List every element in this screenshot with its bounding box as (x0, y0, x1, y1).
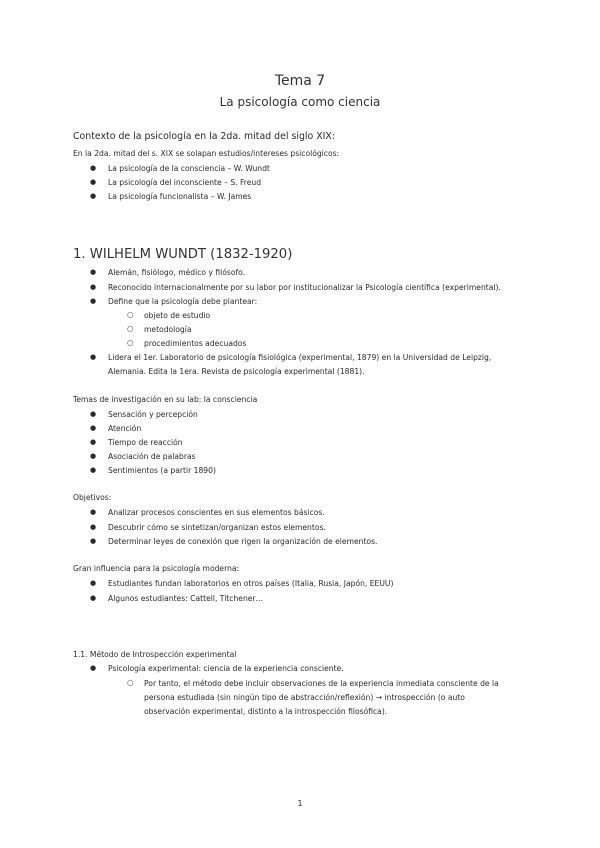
sub-list-item: metodología (144, 325, 192, 334)
bullet-icon: ● (90, 508, 97, 516)
bullet-icon: ● (90, 283, 97, 291)
list-item: Sensación y percepción (108, 410, 198, 419)
circle-bullet-icon: ○ (127, 324, 134, 333)
sub-list-item: objeto de estudio (144, 311, 211, 320)
objetivos-heading: Objetivos: (73, 493, 112, 502)
context-intro: En la 2da. mitad del s. XIX se solapan estudios/intereses psicológicos: (73, 149, 340, 158)
bullet-icon: ● (90, 178, 97, 186)
list-item: Algunos estudiantes: Cattell, Titchener… (108, 594, 264, 603)
list-item: Reconocido internacionalmente por su labor por institucionalizar la Psicología científica (experimental). (108, 283, 501, 292)
list-item: Tiempo de reacción (108, 438, 183, 447)
bullet-icon: ● (90, 579, 97, 587)
list-item: Atención (108, 424, 142, 433)
section-heading: 1. WILHELM WUNDT (1832-1920) (73, 247, 293, 262)
list-item-line: Lidera el 1er. Laboratorio de psicología fisiológica (experimental, 1879) en la Universidad de Leipzig, (108, 353, 492, 362)
list-item-line: Alemania. Edita la 1era. Revista de psicología experimental (1881). (108, 367, 365, 376)
page-number: 1 (297, 799, 303, 808)
influencia-heading: Gran influencia para la psicología moderna: (73, 564, 240, 573)
bullet-icon: ● (90, 466, 97, 474)
bullet-icon: ● (90, 424, 97, 432)
list-item: Psicología experimental: ciencia de la experiencia consciente. (108, 664, 344, 673)
sub-list-item-line: Por tanto, el método debe incluir observaciones de la experiencia inmediata consciente de la (144, 679, 499, 688)
circle-bullet-icon: ○ (127, 678, 134, 687)
temas-heading: Temas de investigación en su lab: la consciencia (73, 395, 258, 404)
bullet-icon: ● (90, 452, 97, 460)
list-item: Sentimientos (a partir 1890) (108, 466, 216, 475)
bullet-icon: ● (90, 410, 97, 418)
circle-bullet-icon: ○ (127, 310, 134, 319)
document-title: Tema 7 (274, 73, 326, 89)
sub-list-item-line: observación experimental, distinto a la introspección filosófica). (144, 707, 388, 716)
bullet-icon: ● (90, 164, 97, 172)
bullet-icon: ● (90, 297, 97, 305)
bullet-icon: ● (90, 192, 97, 200)
list-item: Analizar procesos conscientes en sus elementos básicos. (108, 508, 325, 517)
bullet-icon: ● (90, 537, 97, 545)
context-heading: Contexto de la psicología en la 2da. mitad del siglo XIX: (73, 131, 335, 142)
sub-list-item-line: persona estudiada (sin ningún tipo de abstracción/reflexión) → introspección (o auto (144, 693, 465, 702)
subsection-heading: 1.1. Método de Introspección experimental (73, 650, 237, 659)
list-item: La psicología de la consciencia – W. Wundt (108, 164, 270, 173)
bullet-icon: ● (90, 523, 97, 531)
list-item: Alemán, fisiólogo, médico y filósofo. (108, 268, 246, 277)
list-item: Descubrir cómo se sintetizan/organizan estos elementos. (108, 523, 326, 532)
list-item: Determinar leyes de conexión que rigen la organización de elementos. (108, 537, 378, 546)
list-item: Estudiantes fundan laboratorios en otros países (Italia, Rusia, Japón, EEUU) (108, 579, 394, 588)
list-item: Define que la psicología debe plantear: (108, 297, 258, 306)
sub-list-item: procedimientos adecuados (144, 339, 247, 348)
bullet-icon: ● (90, 594, 97, 602)
bullet-icon: ● (90, 664, 97, 672)
document-subtitle: La psicología como ciencia (219, 95, 381, 109)
bullet-icon: ● (90, 268, 97, 276)
list-item: La psicología del inconsciente – S. Freud (108, 178, 262, 187)
bullet-icon: ● (90, 353, 97, 361)
list-item: La psicología funcionalista – W. James (108, 192, 252, 201)
circle-bullet-icon: ○ (127, 338, 134, 347)
list-item: Asociación de palabras (108, 452, 196, 461)
bullet-icon: ● (90, 438, 97, 446)
